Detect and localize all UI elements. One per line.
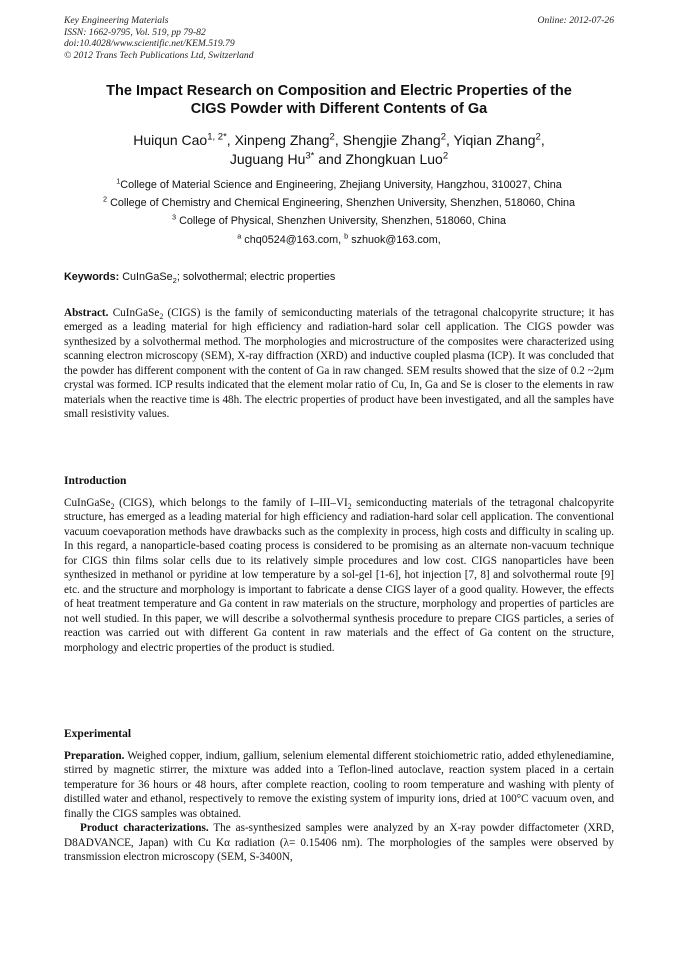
section-heading-introduction: Introduction [64,475,127,487]
author-name: Shengjie Zhang [342,132,441,148]
author-conjunction: and [318,150,342,167]
issn-line: ISSN: 1662-9795, Vol. 519, pp 79-82 [64,26,206,38]
email-address: chq0524@163.com, [244,233,342,246]
online-date: Online: 2012-07-26 [537,15,614,26]
keyword-formula: CuInGaSe [122,271,173,283]
journal-header [64,15,254,61]
abstract: Abstract. CuInGaSe$_2$ (CIGS) is the family of semiconducting materials of the tetragonal chalcopyrite structure; it has emerged as a leading material for high efficiency and radiation-hard solar cell application. The CIGS powder was synthesized by a solvothermal method. The morphologies and microstructure of the composites were characterized using scanning electron microscopy (SEM), X-ray diffraction (XRD) and inductive coupled plasma (ICP). It was concluded that the powder has different component with the content of Ga in raw changed. SEM results showed that the size of 0.2 ~2μm crystal was formed. ICP results indicated that the element molar ratio of Cu, In, Ga and Se is closer to the elements in raw materials when the reactive time is 48h. The electric properties of product have been investigated, and all the samples have small resistivity values. [64,307,614,421]
email-mark: a [237,231,242,241]
preparation-paragraph: Preparation. Weighed copper, indium, gallium, selenium elemental different stoichiometric ratio, added ethylenediamine, stirred by magnetic stirrer, the mixture was added into a Teflon-lined autoclave, reaction system placed in a certain temperature for 36 hours or 48 hours, after complete reaction, cooling to room temperature and washing with plenty of distilled water and ethanol, respectively to remove the existing system of impurity ions, dried at 100°C vacuum oven, and finally the CIGS samples was obtained. [64,750,614,820]
keywords-label: Keywords: [64,271,120,283]
affiliation-3: $^3$ College of Physical, Shenzhen University, Shenzhen, 518060, China [172,212,506,228]
affil-mark: 1 [116,176,121,186]
author-affil-mark: 2 [440,131,446,143]
introduction-text: semiconducting materials of the tetragonal chalcopyrite structure, has emerged as a leading material for high efficiency and radiation-hard solar cell application. The conventional vacuum coevaporation methods have drawbacks such as the complexity in process, high costs and difficulty in scaling up. In this regard, a nanoparticle-based coating process is considered to be promising as an alternate non-vacuum technique for CIGS thin films solar cells due to its relatively simple procedures and low cost. CIGS nanoparticles have been synthesized in methanol or pyridine at low temperature by a sol-gel [1-6], hot injection [7, 8] and solvothermal route [9] etc. and the structure and morphology is important to fabricate a dense CIGS layer of a good quality. However, the effects of heat treatment temperature and Ga content in raw materials on the structure, morphology and properties of particles are not well studied. In this paper, we will describe a solvothermal synthesis procedure to prepare CIGS particles, a series of reaction was carried out with different Ga content in raw materials and the effect of Ga content on the structure, morphology and electric properties of the product is studied. [64,497,614,654]
author-name: Xinpeng Zhang [234,132,330,148]
affil-mark: 3 [172,212,177,222]
doi-line: doi:10.4028/www.scientific.net/KEM.519.79 [64,38,235,49]
email-line [40,231,638,249]
author-name: Juguang Hu [229,150,306,167]
preparation-label: Preparation. [64,750,125,762]
author-affil-mark: 2 [329,131,335,143]
email-address: szhuok@163.com, [351,233,441,246]
affiliation-1: $^1$College of Material Science and Engineering, Zhejiang University, Hangzhou, 310027, China [116,176,562,191]
characterization-label: Product characterizations. [80,822,209,835]
email-mark: b [344,231,349,241]
author-affil-mark: 1, 2* [207,131,227,143]
author-name: Huiqun Cao [133,132,208,148]
copyright-line: © 2012 Trans Tech Publications Ltd, Switzerland [64,49,254,61]
author-affil-mark: 2 [535,131,541,143]
author-affil-mark: 2 [442,149,449,161]
affiliation-2: $^2$ College of Chemistry and Chemical Engineering, Shenzhen University, Shenzhen, 518060, China [102,194,575,210]
journal-name: Key Engineering Materials [64,15,169,26]
keywords: Keywords: CuInGaSe$_2$; solvothermal; electric properties [64,271,336,286]
author-name: Zhongkuan Luo [345,150,443,167]
abstract-label: Abstract. [64,307,109,319]
characterization-paragraph: Product characterizations. The as-synthesized samples were analyzed by an X-ray powder diffactometer (XRD, D8ADVANCE, Japan) with Cu Kα radiation (λ= 0.15406 nm). The morphologies of the samples were observed by transmission electron microscopy (SEM, S-3400N, [64,822,614,864]
introduction-body: CuInGaSe$_2$ (CIGS), which belongs to the family of $I-III-VI_2$ semiconducting materials of the tetragonal chalcopyrite structure, has emerged as a leading material for high efficiency and radiation-hard solar cell application. The conventional vacuum coevaporation methods have drawbacks such as the complexity in process, high costs and difficulty in scaling up. In this regard, a nanoparticle-based coating process is considered to be promising as an alternate non-vacuum technique for CIGS thin films solar cells due to its relatively simple procedures and low cost. CIGS nanoparticles have been synthesized in methanol or pyridine at low temperature by a sol-gel [1-6], hot injection [7, 8] and solvothermal route [9] etc. and the structure and morphology is important to fabricate a dense CIGS layer of a good quality. However, the effects of heat treatment temperature and Ga content in raw materials on the structure, morphology and properties of particles are not well studied. In this paper, we will describe a solvothermal synthesis procedure to prepare CIGS particles, a series of reaction was carried out with different Ga content in raw materials and the effect of Ga content on the structure, morphology and electric properties of the product is studied. [64,497,614,654]
author-affil-mark: 3* [305,149,315,161]
section-heading-experimental: Experimental [64,728,132,740]
keywords-rest: ; solvothermal; electric properties [176,271,336,283]
affiliations [40,176,638,249]
abstract-text: (CIGS) is the family of semiconducting materials of the tetragonal chalcopyrite structure; it has emerged as a leading material for high efficiency and radiation-hard solar cell application. The CIGS powder was synthesized by a solvothermal method. The morphologies and microstructure of the composites were characterized using scanning electron microscopy (SEM), X-ray diffraction (XRD) and inductive coupled plasma (ICP). It was concluded that the powder has different component with the content of Ga in raw changed. SEM results showed that the size of 0.2 ~2μm crystal was formed. ICP results indicated that the element molar ratio of Cu, In, Ga and Se is closer to the elements in raw materials when the reactive time is 48h. The electric properties of product have been investigated, and all the samples have small resistivity values. [64,307,614,421]
author-name: Yiqian Zhang [453,132,536,148]
author-list: Huiqun Cao$^{1, 2*}$, Xinpeng Zhang$^2$, Shengjie Zhang$^2$, Yiqian Zhang$^2$, Juguang $Hu^{3*}$ and Zhongkuan Luo$^2$ [133,131,545,167]
experimental-body [64,749,614,865]
title-line-1: The Impact Research on Composition and Electric Properties of the [106,83,572,99]
paper-title [60,82,618,118]
affil-mark: 2 [102,194,108,204]
title-line-2: CIGS Powder with Different Contents of Ga [190,101,488,117]
